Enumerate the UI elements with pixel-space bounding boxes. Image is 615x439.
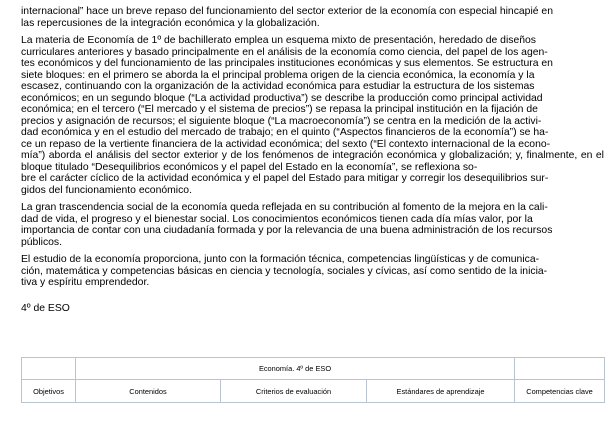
paragraph-social-relevance: La gran trascendencia social de la economía queda reflejada en su contribución al fomento de la mejora en la cali- dad de vida, el progreso y el bienestar social. Los conocimientos económicos tienen cada día mías valor, por la importancia de contar con una ciudadanía formada y por la relevancia de una buena administración de los recursos públicos. <box>21 202 553 248</box>
document-body <box>21 6 604 315</box>
paragraph-intro-continuation: internacional” hace un breve repaso del funcionamiento del sector exterior de la economía con especial hincapié en las repercusiones de la integración económica y la globalización. <box>21 6 553 29</box>
column-header-estandares: Estándares de aprendizaje <box>367 380 515 403</box>
section-heading: 4º de ESO <box>21 302 70 314</box>
column-header-criterios: Criterios de evaluación <box>221 380 367 403</box>
table-title-spacer-left <box>22 358 76 380</box>
curriculum-table <box>21 357 605 403</box>
table-header-row <box>22 380 605 403</box>
paragraph-competences: El estudio de la economía proporciona, junto con la formación técnica, competencias lingüísticas y de comunica- ción, matemática y competencias básicas en ciencia y tecnología, sociales y cívicas, así como sentido de la inicia- tiva y espíritu emprendedor. <box>21 254 548 288</box>
column-header-competencias: Competencias clave <box>515 380 605 403</box>
table-title-spacer-right <box>515 358 605 380</box>
column-header-objetivos: Objetivos <box>22 380 76 403</box>
table-title-row <box>22 358 605 380</box>
column-header-contenidos: Contenidos <box>76 380 221 403</box>
table-title: Economía. 4º de ESO <box>76 358 515 380</box>
paragraph-course-structure: La materia de Economía de 1º de bachillerato emplea un esquema mixto de presentación, heredado de diseños curriculares anteriores y basado principalmente en el análisis de la economía como ciencia, del papel de los agen- tes económicos y del funcionamiento de las principales instituciones económicas y sus elementos. Se estructura en siete bloques: en el primero se aborda la el principal problema origen de la ciencia económica, la economía y la escasez, continuando con la organización de la actividad económica para estudiar la estructura de los sistemas económicos; en un segundo bloque (“La actividad productiva”) se describe la producción como principal actividad económica; en el tercero (“El mercado y el sistema de precios”) se repasa la principal institución en la fijación de precios y asignación de recursos; el siguiente bloque (“La macroeconomía”) se centra en la medición de la activi- dad económica y en el estudio del mercado de trabajo; en el quinto (“Aspectos financieros de la economía”) se ha- ce un repaso de la vertiente financiera de la actividad económica; del sexto (“El contexto internacional de la econo- mía”) aborda el análisis del sector exterior y de los fenómenos de integración económica y globalización; y, finalmente, en el bloque titulado “Desequilibrios económicos y el papel del Estado en la economía”, se reflexiona so- bre el carácter cíclico de la actividad económica y el papel del Estado para mitigar y corregir los desequilibrios sur- gidos del funcionamiento económico. <box>21 35 604 196</box>
